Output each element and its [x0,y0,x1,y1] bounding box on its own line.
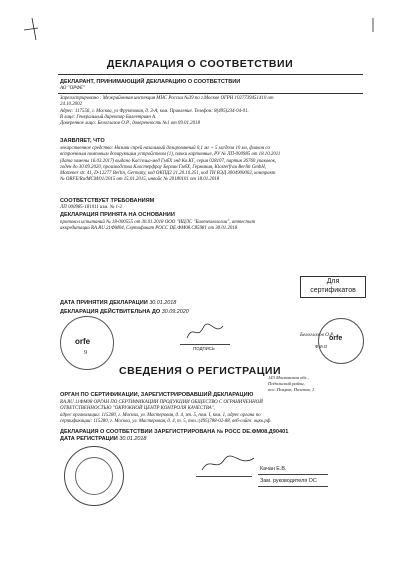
declarant-line: Зарегистрировано : Межрайонная инспекция МНС России №39 по г.Москве ОГРН 1027739451410 от [60,96,274,101]
address-line: пос. Покров, Полевая, 1 [268,386,315,392]
valid-until-row [60,309,189,315]
head-title-underline [258,486,328,487]
registration-org-text [60,400,360,425]
org-line: RA.RU.11ФМ08 ОРГАН ПО СЕРТИФИКАЦИИ ПРОДУКЦИИ ОБЩЕСТВО С ОГРАНИЧЕННОЙ [60,400,263,405]
registration-title: СВЕДЕНИЯ О РЕГИСТРАЦИИ [119,365,281,377]
basis-heading: ДЕКЛАРАЦИЯ ПРИНЯТА НА ОСНОВАНИИ [60,212,175,218]
declarant-heading: ДЕКЛАРАНТ, ПРИНИМАЮЩИЙ ДЕКЛАРАЦИЮ О СООТВЕТСТВИИ [60,79,241,85]
valid-until-label: ДЕКЛАРАЦИЯ ДЕЙСТВИТЕЛЬНА ДО [60,309,161,315]
accepted-date-label: ДАТА ПРИНЯТИЯ ДЕКЛАРАЦИИ [60,300,148,306]
registration-date: 30.01.2018 [119,436,147,442]
claims-line: встроенным помповым дозирующим устройством (1), пачки картонные, РУ № ЛП-000985 от 18.10.2011 [60,152,281,158]
signature-label: ПОДПИСЬ [193,346,215,351]
declarant-line: Доверенное лицо: Белоглазов О.Р., доверенность №1 от 09.01.2018 [60,121,200,127]
orfe-round-stamp-right [318,318,364,364]
declarant-line: Адрес: 117556, г. Москва, ул Фруктовая, д. 3-А, ком. Правление. Телефон: 8(495)234-04-01. [60,108,249,114]
signature-icon [185,322,225,342]
claims-text [60,146,360,184]
declarant-line: 24.10.2002 [60,102,83,108]
orfe-address [268,375,368,392]
basis-line: протокол испытаний № 18-000555 от 30.01.2018 ООО "ИЦЛС "Биотехнологии", аттестат [60,220,256,225]
claims-line: (дата замены 16.03.2017) выдано Кассельа-мед ГмбХ энд Ко.КГ, серия 028107, партия 26760 упаковок, [60,158,277,164]
claims-line: годен до 30.09.2020, производства Клостерфрау Берлин ГмбХ, Германия, Klosterfrau Berlin GmbH, [60,164,266,170]
certification-body-stamp [64,446,124,506]
declarant-name: АО "ОРФЕ" [60,86,85,91]
org-line: ОТВЕТСТВЕННОСТЬЮ "ОКРУЖНОЙ ЦЕНТР КОНТРОЛЯ КАЧЕСТВА", [60,406,215,412]
registration-date-label: ДАТА РЕГИСТРАЦИИ [60,436,118,442]
address-line: 143 Московская обл., [268,375,309,380]
address-line: Подольский район, [268,380,305,386]
declarant-details [60,96,360,127]
claims-heading: ЗАЯВЛЯЕТ, ЧТО [60,138,105,144]
orfe-logo: orfe [75,337,91,346]
claims-line: № ORFE/Ru/MCM/01/2015 от 15.01.2015, инвойс № 20180101 от 18.01.2018 [60,177,220,183]
head-title: Зам. руководителя ОС [260,478,317,484]
registration-number: ДЕКЛАРАЦИЯ О СООТВЕТСТВИИ ЗАРЕГИСТРИРОВАНА № РОСС DE.ФМ08.Д90401 [60,429,289,435]
registration-date-row [60,436,146,442]
signature-line [196,476,252,477]
corner-mark-icon [14,14,44,44]
org-line: сертификации: 115280, г. Москва, ул. Мастеровая, д. 4, т. 5, тел.:(495)788-02-88, веб-сайт: оцкк.рф. [60,418,272,424]
stamp-inner-ring [75,457,113,495]
corner-mark-icon [366,16,380,34]
stamp-number: 9 [84,350,87,356]
signature-line [180,344,230,345]
org-line: адрес организации: 115280, г. Москва, ул. Мастеровая, д. 4, эт. 5, пом. I, ком. 1, адрес органа по [60,412,261,418]
accepted-date-row [60,300,176,306]
claims-line: лекарственное средство: Називи спрей назальный дозированный 0,1 мг + 5 мг/доза 10 мл, флакон со [60,146,270,151]
fio-label: Ф.И.О [315,344,328,349]
head-name-underline [258,474,328,475]
stamp-line: сертификатов [310,287,356,294]
requirements-heading: СООТВЕТСТВУЕТ ТРЕБОВАНИЯМ [60,198,155,204]
declarant-line: В лице: Генеральный директор Балеетриян А. [60,114,157,120]
accepted-date: 30.01.2018 [149,300,177,306]
divider [58,93,363,94]
orfe-logo: orfe [329,335,343,342]
registration-org-heading: ОРГАН ПО СЕРТИФИКАЦИИ, ЗАРЕГИСТРИРОВАВШИЙ ДЕКЛАРАЦИЮ [60,392,254,398]
claims-line: Motzener str. 41, D-12277 Berlin, Germany, код ОКПД2 21.20.10.251, код ТН ВЭД 3004900002, контракт [60,171,276,177]
signer-name: Белоглазов О.Р. [300,332,335,338]
orfe-round-stamp [60,316,114,370]
declaration-title: ДЕКЛАРАЦИЯ О СООТВЕТСТВИИ [106,58,294,70]
valid-until-date: 30.09.2020 [161,309,189,315]
basis-text [60,220,360,233]
head-name: Качан Е.В. [260,466,287,472]
basis-line: аккредитации RA.RU.21ФМ04, Сертификат РОСС DE.ФМ08.С85981 от 30.01.2018 [60,226,238,232]
certificates-stamp [300,276,366,298]
stamp-line: Для [326,278,340,285]
requirements-line: ЛП 000985-181011 изм. № 1-2 [60,205,123,210]
signature-icon [200,452,256,474]
divider [58,74,363,75]
